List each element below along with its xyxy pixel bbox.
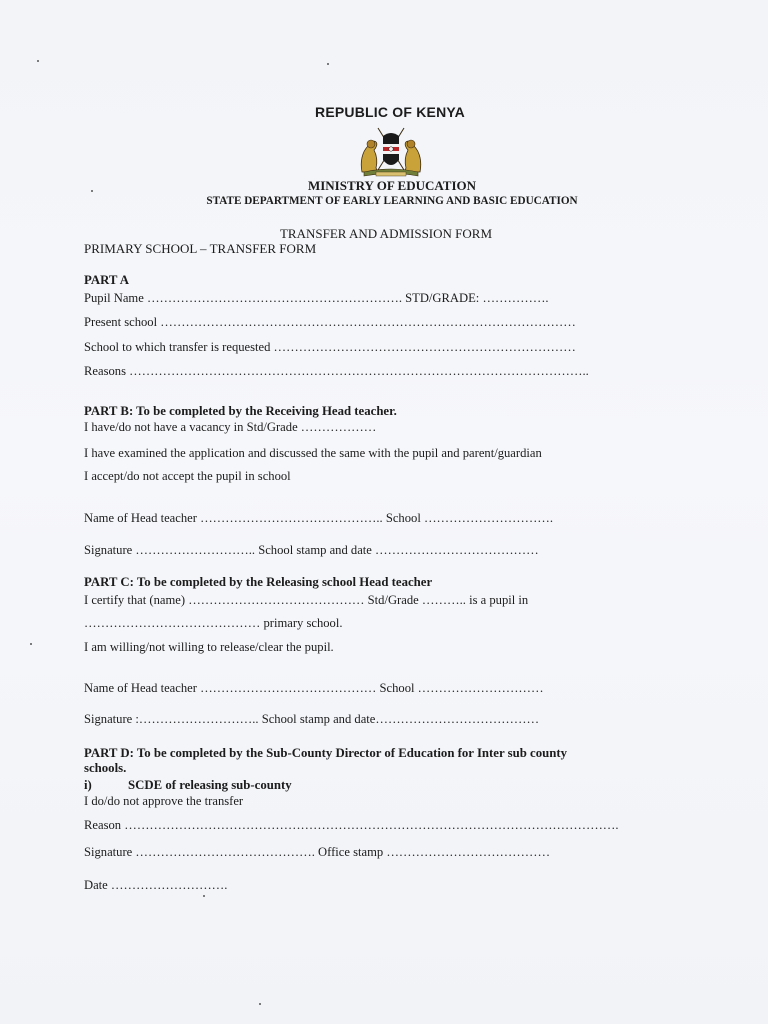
examined-statement: I have examined the application and discussed the same with the pupil and parent/guardian (84, 446, 542, 460)
form-title: TRANSFER AND ADMISSION FORM (279, 226, 493, 241)
pupil-name-field: Pupil Name ……………………………………………………. STD/GRADE: ……………. (84, 291, 549, 305)
primary-school-field: …………………………………… primary school. (84, 616, 343, 630)
ministry-title: MINISTRY OF EDUCATION (307, 178, 477, 193)
date-field: Date ………………………. (84, 878, 228, 892)
part-b-title: PART B: To be completed by the Receiving Head teacher. (84, 404, 397, 418)
present-school-field: Present school ……………………………………………………………………………………… (84, 315, 576, 329)
scde-reason-field: Reason ………………………………………………………………………………………………………. (84, 818, 619, 832)
part-d-title: PART D: To be completed by the Sub-County Director of Education for Inter sub county (84, 746, 568, 760)
form-subtitle: PRIMARY SCHOOL – TRANSFER FORM (84, 241, 317, 256)
part-d-sub-title: SCDE of releasing sub-county (128, 778, 292, 792)
scan-speck (30, 643, 32, 645)
receiving-signature-field: Signature ……………………….. School stamp and date ………………………………… (84, 543, 539, 557)
releasing-signature-field: Signature :……………………….. School stamp and date………………………………… (84, 712, 540, 726)
receiving-head-name-field: Name of Head teacher …………………………………….. School …………………………. (84, 511, 554, 525)
scan-speck (37, 60, 39, 62)
part-d-title-continued: schools. (84, 761, 127, 775)
part-c-title: PART C: To be completed by the Releasing school Head teacher (84, 575, 433, 589)
scan-speck (91, 190, 93, 192)
accept-statement: I accept/do not accept the pupil in school (84, 469, 291, 483)
transfer-school-field: School to which transfer is requested ……………………………………………………………… (84, 340, 576, 354)
scan-speck (327, 63, 329, 65)
reasons-field: Reasons ……………………………………………………………………………………………….. (84, 364, 589, 378)
scde-signature-field: Signature ……………………………………. Office stamp ………………………………… (84, 845, 551, 859)
releasing-head-name-field: Name of Head teacher …………………………………… School ………………………… (84, 681, 544, 695)
willing-statement: I am willing/not willing to release/clear the pupil. (84, 640, 334, 654)
department-title: STATE DEPARTMENT OF EARLY LEARNING AND BASIC EDUCATION (206, 195, 578, 207)
coat-of-arms-icon (356, 124, 426, 178)
scan-speck (259, 1003, 261, 1005)
part-d-sub-number: i) (84, 778, 92, 792)
approve-statement: I do/do not approve the transfer (84, 794, 244, 808)
scan-speck (203, 895, 205, 897)
republic-title: REPUBLIC OF KENYA (315, 104, 465, 120)
part-a-title: PART A (84, 273, 129, 287)
certify-statement: I certify that (name) …………………………………… Std/Grade ……….. is a pupil in (84, 593, 529, 607)
vacancy-statement: I have/do not have a vacancy in Std/Grade ……………… (84, 420, 377, 434)
